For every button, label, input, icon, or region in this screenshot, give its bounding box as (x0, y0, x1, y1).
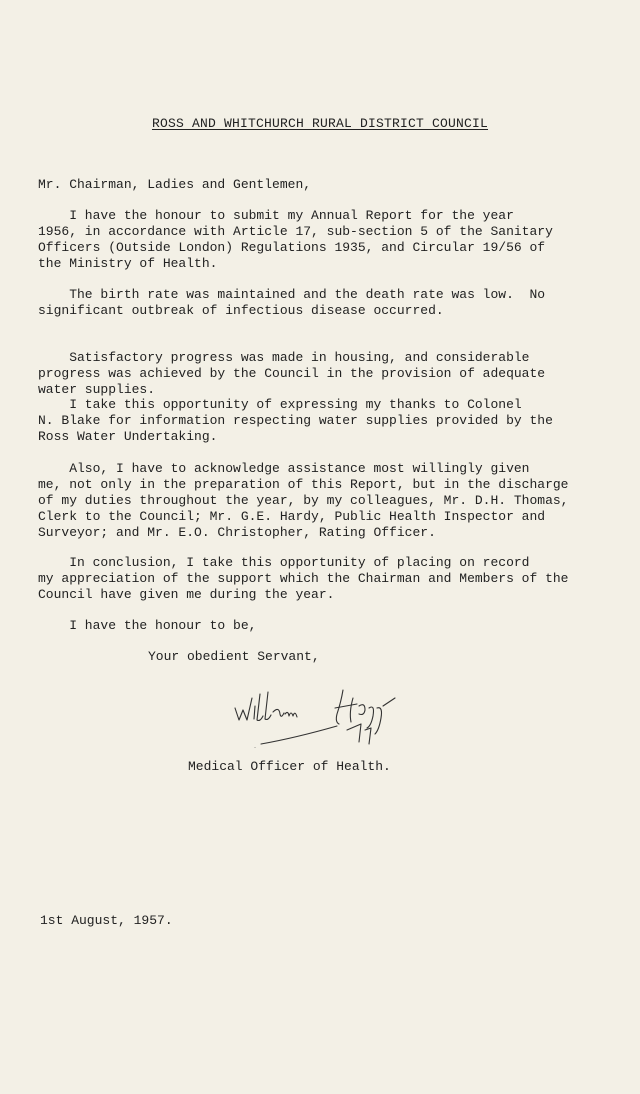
handwritten-signature (225, 686, 415, 748)
paragraph-thanks (38, 397, 598, 445)
paragraph-line: Officers (Outside London) Regulations 1935, and Circular 19/56 of (38, 240, 546, 255)
paragraph-conclusion (38, 555, 598, 603)
salutation: Mr. Chairman, Ladies and Gentlemen, (38, 177, 312, 192)
paragraph-line: Satisfactory progress was made in housing, and considerable (38, 350, 530, 365)
paragraph-line: 1956, in accordance with Article 17, sub-section 5 of the Sanitary (38, 224, 553, 239)
complimentary-close: Your obedient Servant, (148, 649, 320, 664)
paragraph-line: Ross Water Undertaking. (38, 429, 218, 444)
signatory-title: Medical Officer of Health. (188, 759, 391, 774)
council-heading: ROSS AND WHITCHURCH RURAL DISTRICT COUNCIL (151, 116, 489, 131)
paragraph-line: me, not only in the preparation of this Report, but in the discharge (38, 477, 569, 492)
paragraph-line: progress was achieved by the Council in the provision of adequate (38, 366, 546, 381)
paragraph-line: N. Blake for information respecting water supplies provided by the (38, 413, 553, 428)
paragraph-acknowledgement (38, 461, 598, 541)
paragraph-line: Clerk to the Council; Mr. G.E. Hardy, Public Health Inspector and (38, 509, 546, 524)
paragraph-annual-report (38, 208, 598, 272)
paragraph-line: Also, I have to acknowledge assistance most willingly given (38, 461, 530, 476)
letter-date: 1st August, 1957. (40, 913, 173, 928)
paragraph-line: The birth rate was maintained and the death rate was low. No (38, 287, 546, 302)
paragraph-line: significant outbreak of infectious disease occurred. (38, 303, 444, 318)
paragraph-line: of my duties throughout the year, by my colleagues, Mr. D.H. Thomas, (38, 493, 569, 508)
paragraph-birth-rate (38, 287, 598, 319)
paragraph-line: In conclusion, I take this opportunity of placing on record (38, 555, 530, 570)
paragraph-line: I have the honour to submit my Annual Report for the year (38, 208, 514, 223)
closing-line: I have the honour to be, (38, 618, 257, 633)
paragraph-line: Council have given me during the year. (38, 587, 335, 602)
paragraph-housing (38, 350, 598, 398)
paragraph-line: I take this opportunity of expressing my thanks to Colonel (38, 397, 522, 412)
paragraph-line: Surveyor; and Mr. E.O. Christopher, Rating Officer. (38, 525, 436, 540)
signature-scribble (225, 686, 415, 748)
paragraph-line: the Ministry of Health. (38, 256, 218, 271)
paragraph-line: water supplies. (38, 382, 156, 397)
paragraph-line: my appreciation of the support which the Chairman and Members of the (38, 571, 569, 586)
